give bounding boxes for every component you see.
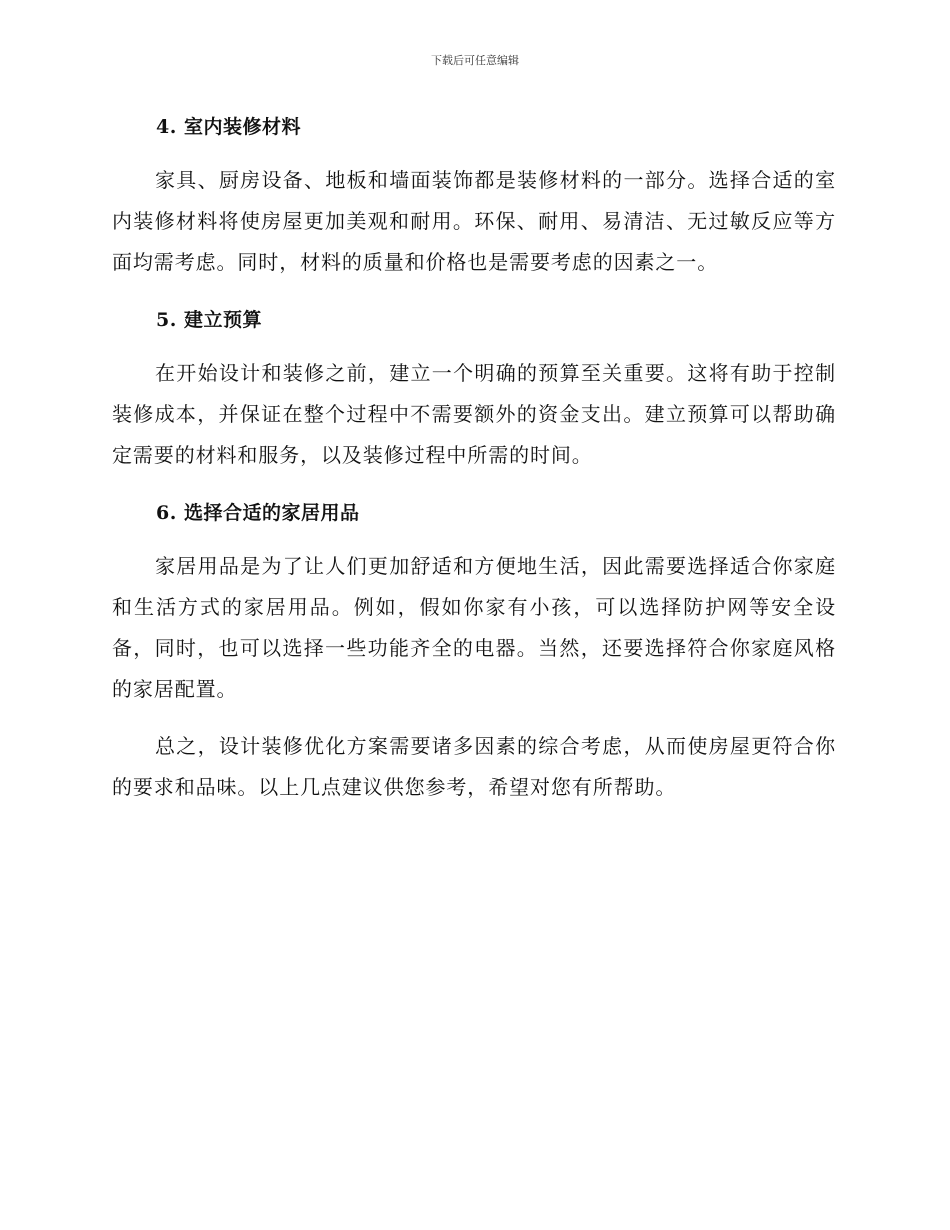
- section-paragraph-budget: 在开始设计和装修之前，建立一个明确的预算至关重要。这将有助于控制装修成本，并保证在整个过程中不需要额外的资金支出。建立预算可以帮助确定需要的材料和服务，以及装修过程中所需的时间。: [112, 361, 836, 467]
- page-header: 下载后可任意编辑: [431, 54, 519, 67]
- section-paragraph-materials: 家具、厨房设备、地板和墙面装饰都是装修材料的一部分。选择合适的室内装修材料将使房屋更加美观和耐用。环保、耐用、易清洁、无过敏反应等方面均需考虑。同时，材料的质量和价格也是需要考虑的因素之一。: [112, 168, 836, 274]
- section-heading-budget: 5. 建立预算: [156, 309, 262, 331]
- document-body: [112, 112, 836, 808]
- conclusion-paragraph: 总之，设计装修优化方案需要诸多因素的综合考虑，从而使房屋更符合你的要求和品味。以上几点建议供您参考，希望对您有所帮助。: [112, 734, 836, 799]
- section-heading-household-items: 6. 选择合适的家居用品: [156, 502, 360, 524]
- section-heading-materials: 4. 室内装修材料: [156, 116, 301, 138]
- section-paragraph-household-items: 家居用品是为了让人们更加舒适和方便地生活，因此需要选择适合你家庭和生活方式的家居用品。例如，假如你家有小孩，可以选择防护网等安全设备，同时，也可以选择一些功能齐全的电器。当然，还要选择符合你家庭风格的家居配置。: [112, 554, 836, 701]
